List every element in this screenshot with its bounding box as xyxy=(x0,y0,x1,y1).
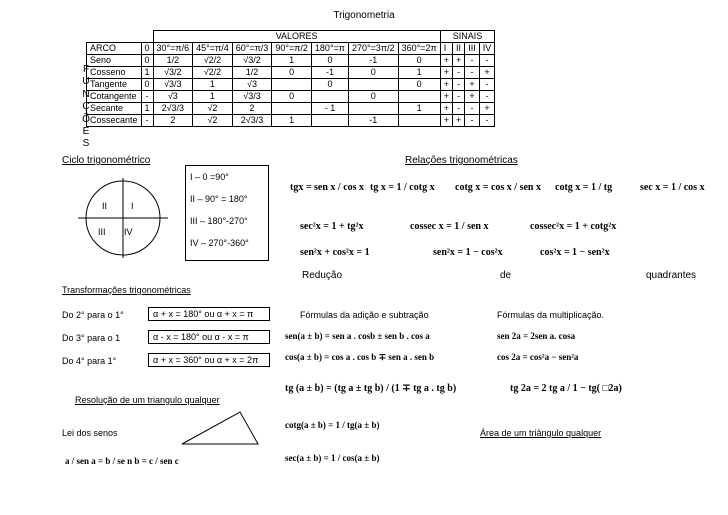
table-cell: + xyxy=(440,55,452,67)
transform-rule: α - x = 180° ou α - x = π xyxy=(148,330,270,344)
range-line: III – 180°-270° xyxy=(190,216,248,226)
table-cell: √2 xyxy=(193,115,233,127)
table-cell: - xyxy=(141,91,153,103)
formula-sec2: sec²x = 1 + tg²x xyxy=(300,221,364,232)
multiplicacao-heading: Fórmulas da multiplicação. xyxy=(497,310,605,320)
transform-label: Do 4° para 1° xyxy=(62,356,117,366)
side-letter: Ç xyxy=(82,101,90,113)
side-letter: F xyxy=(82,64,90,75)
table-cell: - 1 xyxy=(311,103,348,115)
table-cell: + xyxy=(452,115,464,127)
table-cell: 1 xyxy=(272,115,312,127)
reducao-word: quadrantes xyxy=(646,270,697,281)
row-label: Cossecante xyxy=(87,115,142,127)
table-cell: 0 xyxy=(272,67,312,79)
row-label: Tangente xyxy=(87,79,142,91)
table-cell: 2√3/3 xyxy=(232,115,272,127)
formula-tg2a: tg 2a = 2 tg a / 1 − tg( □2a) xyxy=(510,383,622,394)
row-label: Cosseno xyxy=(87,67,142,79)
table-cell: 0 xyxy=(272,91,312,103)
formula-tg-soma: tg (a ± b) = (tg a ± tg b) / (1 ∓ tg a . tg b) xyxy=(285,383,457,394)
table-cell: 1/2 xyxy=(232,67,272,79)
formula-sen-soma: sen(a ± b) = sen a . cosb ± sen b . cos a xyxy=(285,331,430,341)
table-cell: √3/3 xyxy=(232,91,272,103)
table-cell xyxy=(311,91,348,103)
row-label: Secante xyxy=(87,103,142,115)
table-cell: + xyxy=(440,79,452,91)
table-cell: 1 xyxy=(193,91,233,103)
table-cell: - xyxy=(452,103,464,115)
table-cell: 1 xyxy=(398,67,440,79)
table-cell: √3/2 xyxy=(232,55,272,67)
formula-secx: sec x = 1 / cos x xyxy=(640,182,705,193)
table-cell: 1/2 xyxy=(153,55,193,67)
transform-rule: α + x = 180° ou α + x = π xyxy=(148,307,270,321)
page-title: Trigonometria xyxy=(333,10,395,21)
table-row xyxy=(80,55,495,67)
table-cell: + xyxy=(440,103,452,115)
table-cell: - xyxy=(465,103,480,115)
relacoes-heading: Relações trigonométricas xyxy=(405,155,518,166)
formula-lei-senos: a / sen a = b / se n b = c / sen c xyxy=(65,456,179,466)
table-cell: - xyxy=(479,91,495,103)
table-cell xyxy=(349,79,399,91)
side-letter: N xyxy=(82,88,90,100)
table-cell: √3/2 xyxy=(153,67,193,79)
table-cell: + xyxy=(465,91,480,103)
table-cell: √2 xyxy=(193,103,233,115)
formula-tg-cotg: tg x = 1 / cotg x xyxy=(370,182,435,193)
column-header: 360°=2π xyxy=(398,43,440,55)
table-cell: + xyxy=(479,67,495,79)
table-cell: - xyxy=(479,79,495,91)
side-letter: Õ xyxy=(82,113,90,125)
formula-cotg-soma: cotg(a ± b) = 1 / tg(a ± b) xyxy=(285,420,380,430)
column-header: 270°=3π/2 xyxy=(349,43,399,55)
formula-sec-soma: sec(a ± b) = 1 / cos(a ± b) xyxy=(285,453,380,463)
table-cell: -1 xyxy=(311,67,348,79)
column-header: IV xyxy=(479,43,495,55)
table-cell: 0 xyxy=(141,79,153,91)
formula-sen2a: sen 2a = 2sen a. cosa xyxy=(497,331,576,341)
table-cell: - xyxy=(465,115,480,127)
table-cell xyxy=(349,103,399,115)
transform-rule: α + x = 360° ou α + x = 2π xyxy=(148,353,270,367)
formula-pitagoras: sen²x + cos²x = 1 xyxy=(300,247,370,258)
formula-cossecx: cossec x = 1 / sen x xyxy=(410,221,489,232)
table-cell: 0 xyxy=(349,67,399,79)
triangle-shape xyxy=(180,410,260,446)
table-cell: + xyxy=(465,79,480,91)
table-cell: 2 xyxy=(232,103,272,115)
table-cell: 1 xyxy=(141,67,153,79)
table-cell: - xyxy=(479,55,495,67)
table-cell: - xyxy=(452,91,464,103)
side-letter: U xyxy=(82,76,90,88)
table-cell: -1 xyxy=(349,55,399,67)
formula-cotgx: cotg x = cos x / sen x xyxy=(455,182,541,193)
table-cell: 2√3/3 xyxy=(153,103,193,115)
column-header: 0 xyxy=(141,43,153,55)
table-cell: 2 xyxy=(153,115,193,127)
table-cell: - xyxy=(141,115,153,127)
transform-label: Do 2° para o 1° xyxy=(62,310,124,320)
column-header: ARCO xyxy=(87,43,142,55)
table-cell: - xyxy=(465,67,480,79)
quadrant-ranges-box xyxy=(185,165,269,261)
table-cell: √3/3 xyxy=(153,79,193,91)
side-letter: S xyxy=(82,138,90,150)
table-row xyxy=(80,79,495,91)
row-label: Seno xyxy=(87,55,142,67)
formula-cossec2: cossec²x = 1 + cotg²x xyxy=(530,221,617,232)
table-cell: + xyxy=(440,67,452,79)
table-cell: 0 xyxy=(311,79,348,91)
table-cell: 0 xyxy=(311,55,348,67)
table-cell: - xyxy=(452,79,464,91)
table-cell: + xyxy=(479,103,495,115)
table-cell xyxy=(272,79,312,91)
table-row xyxy=(80,103,495,115)
formula-cos2a: cos 2a = cos²a − sen²a xyxy=(497,352,579,362)
table-row xyxy=(80,91,495,103)
formula-cos-soma: cos(a ± b) = cos a . cos b ∓ sen a . sen b xyxy=(285,352,435,362)
table-cell: + xyxy=(452,55,464,67)
column-header: 30°=π/6 xyxy=(153,43,193,55)
table-cell: 1 xyxy=(398,103,440,115)
column-header: 180°=π xyxy=(311,43,348,55)
sinais-header: SINAIS xyxy=(440,31,495,43)
senos-heading: Lei dos senos xyxy=(62,428,118,438)
resolucao-heading: Resolução de um triangulo qualquer xyxy=(75,395,220,405)
table-spacer xyxy=(87,31,154,43)
quadrant-label: III xyxy=(98,227,106,237)
range-line: II – 90° = 180° xyxy=(190,194,248,204)
table-cell: 1 xyxy=(193,79,233,91)
table-cell: 1 xyxy=(272,55,312,67)
table-row xyxy=(80,67,495,79)
table-cell xyxy=(398,115,440,127)
table-row xyxy=(80,115,495,127)
reducao-word: Redução xyxy=(302,270,343,281)
transformacoes-heading: Transformações trigonométricas xyxy=(62,285,191,295)
column-header: I xyxy=(440,43,452,55)
table-cell: √2/2 xyxy=(193,67,233,79)
unit-circle-diagram xyxy=(78,178,168,258)
table-cell xyxy=(311,115,348,127)
ciclo-heading: Ciclo trigonométrico xyxy=(62,155,151,166)
formula-cos2: cos²x = 1 − sen²x xyxy=(540,247,610,258)
formula-cotg-tg: cotg x = 1 / tg xyxy=(555,182,613,193)
area-heading: Área de um triângulo qualquer xyxy=(480,428,602,438)
table-cell: 0 xyxy=(349,91,399,103)
side-letter: E xyxy=(82,126,90,138)
table-cell xyxy=(398,91,440,103)
formula-sen2: sen²x = 1 − cos²x xyxy=(433,247,503,258)
table-cell: - xyxy=(465,55,480,67)
table-cell: √3 xyxy=(153,91,193,103)
column-header: III xyxy=(465,43,480,55)
formula-tgx: tgx = sen x / cos x xyxy=(290,182,365,193)
column-header: 45°=π/4 xyxy=(193,43,233,55)
quadrant-label: I xyxy=(131,201,134,211)
table-cell: + xyxy=(440,91,452,103)
column-header: 90°=π/2 xyxy=(272,43,312,55)
table-cell: -1 xyxy=(349,115,399,127)
table-cell: - xyxy=(479,115,495,127)
table-cell: + xyxy=(440,115,452,127)
table-cell: √2/2 xyxy=(193,55,233,67)
column-header: II xyxy=(452,43,464,55)
adicao-heading: Fórmulas da adição e subtração xyxy=(300,310,429,320)
table-cell xyxy=(272,103,312,115)
trig-table xyxy=(80,30,495,127)
row-label: Cotangente xyxy=(87,91,142,103)
quadrant-label: IV xyxy=(124,227,133,237)
table-cell: √3 xyxy=(232,79,272,91)
range-line: I – 0 =90° xyxy=(190,172,229,182)
range-line: IV – 270°-360° xyxy=(190,238,249,248)
table-cell: - xyxy=(452,67,464,79)
transform-label: Do 3° para o 1 xyxy=(62,333,121,343)
table-cell: 0 xyxy=(398,79,440,91)
table-cell: 0 xyxy=(141,55,153,67)
table-cell: 0 xyxy=(398,55,440,67)
valores-header: VALORES xyxy=(153,31,440,43)
column-header: 60°=π/3 xyxy=(232,43,272,55)
quadrant-label: II xyxy=(102,201,108,211)
table-cell: 1 xyxy=(141,103,153,115)
reducao-word: de xyxy=(500,270,512,281)
